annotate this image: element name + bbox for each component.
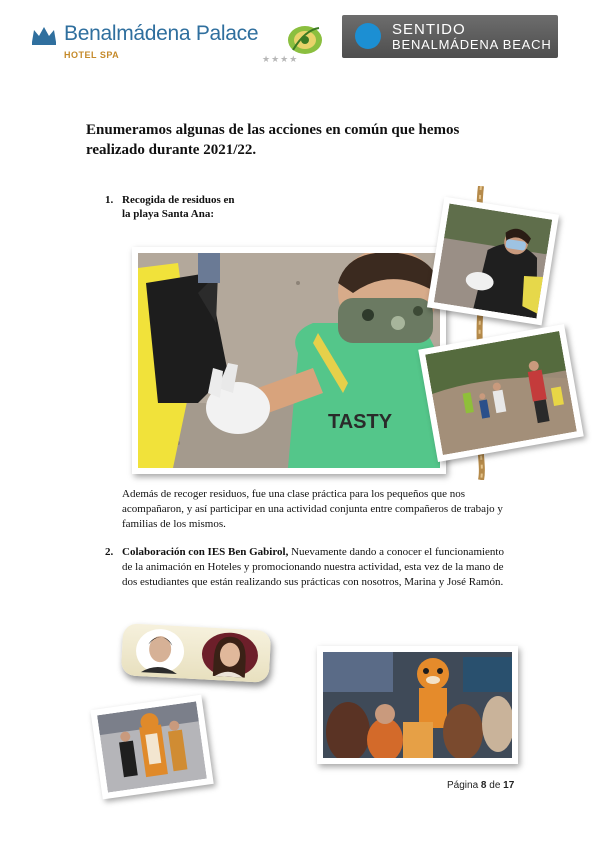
woman-with-child-image	[434, 203, 552, 318]
shirt-print: TASTY	[328, 411, 393, 433]
item-1-text: Además de recoger residuos, fue una clase práctica para los pequeños que nos acompañaron, y así participar en una actividad conjunta entre compañeros de trabajo y familias de los mismos.	[122, 488, 503, 530]
page-title: Enumeramos algunas de las acciones en común que hemos realizado durante 2021/22.	[86, 122, 460, 158]
beach-cleanup-photo	[132, 247, 446, 474]
classroom-mascot-image	[323, 652, 512, 758]
students-portraits	[121, 623, 272, 683]
partner-logo	[342, 15, 558, 58]
page-number	[447, 780, 514, 791]
item-1-title-line1: Recogida de residuos en	[122, 194, 235, 206]
page-number-separator: de	[489, 780, 501, 791]
item-2-number: 2.	[105, 546, 114, 558]
group-walking-image	[425, 331, 577, 455]
item-2-paragraph	[105, 545, 514, 590]
item-1-title-line2: la playa Santa Ana:	[122, 208, 214, 220]
hotel-name: Benalmádena Palace	[64, 22, 259, 45]
item-1-heading	[105, 193, 292, 221]
child-with-gloves-image	[138, 253, 440, 468]
hotel-stars: ★★★★	[262, 55, 299, 65]
tiger-mascot-image	[97, 701, 207, 792]
woman-with-child-photo	[427, 197, 559, 326]
partner-name: SENTIDO	[392, 21, 466, 38]
classroom-mascot-photo	[317, 646, 518, 764]
page-number-total: 17	[503, 780, 515, 791]
item-2-title: Colaboración con IES Ben Gabirol,	[122, 546, 289, 558]
group-walking-photo	[418, 324, 584, 462]
student-portrait-jose-ramon	[133, 626, 187, 677]
partner-location: BENALMÁDENA BEACH	[392, 37, 552, 52]
crown-icon	[30, 24, 58, 46]
hotel-logo	[30, 20, 299, 65]
hotel-subtitle: HOTEL SPA	[64, 50, 120, 60]
tiger-mascot-photo	[90, 695, 213, 800]
page-number-prefix: Página	[447, 780, 479, 791]
partner-mark-icon	[355, 23, 381, 49]
eco-leaf-icon	[283, 20, 327, 58]
item-2-text: Nuevamente dando a conocer el funcionamiento de la animación en Hoteles y promocionando nuestra actividad, esta vez de la mano de dos estudiantes que están realizando sus prácticas con nosotros, Marina y José Ramón.	[122, 546, 504, 588]
item-1-number: 1.	[105, 194, 114, 206]
page-number-current: 8	[480, 780, 487, 791]
student-portrait-marina	[199, 629, 261, 680]
